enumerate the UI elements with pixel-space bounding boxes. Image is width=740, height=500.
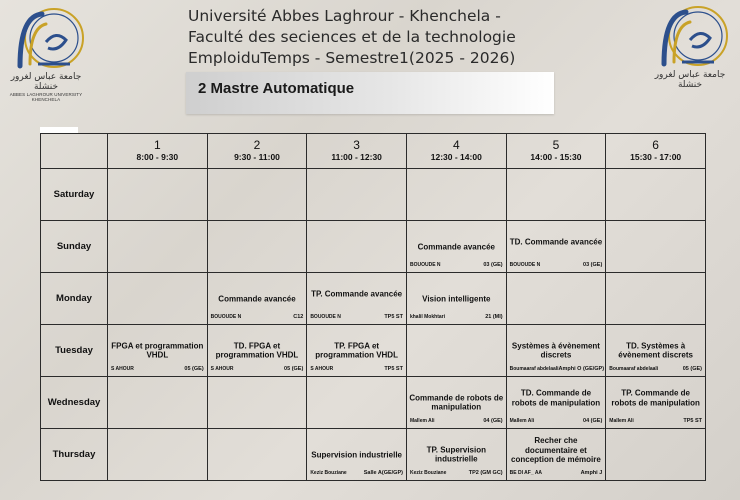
corner-cell — [41, 134, 108, 169]
session-meta — [609, 366, 702, 372]
teacher-name: Keziz Bouziane — [310, 470, 347, 476]
day-label: Sunday — [41, 221, 108, 273]
slot-time: 11:00 - 12:30 — [331, 152, 382, 162]
teacher-name: Boumaaraf abdelaali — [609, 366, 659, 372]
room-name: 05 (GE) — [284, 366, 304, 372]
session-meta — [510, 366, 603, 372]
session-meta — [609, 418, 702, 424]
empty-cell — [606, 169, 706, 221]
room-name: Salle A(GE/GP) — [363, 470, 403, 476]
university-emblem-icon — [652, 4, 728, 70]
session-cell[interactable] — [506, 377, 606, 429]
empty-cell — [606, 273, 706, 325]
empty-cell — [108, 169, 208, 221]
empty-cell — [108, 273, 208, 325]
timetable-title: EmploiduTemps - Semestre1(2025 - 2026) — [188, 49, 516, 67]
logo-arabic-text: جامعة عباس لغرور خنشلة — [10, 72, 82, 92]
teacher-name: S AHOUR — [111, 366, 134, 372]
slot-header — [606, 134, 706, 169]
teacher-name: BOUOUDE N — [310, 314, 341, 320]
course-name: Vision intelligente — [422, 293, 491, 303]
teacher-name: Mallem Ali — [409, 418, 435, 424]
day-row-wednesday — [41, 377, 706, 429]
slot-header — [406, 134, 506, 169]
course-name: Commande avancée — [218, 293, 296, 303]
university-logo-left — [8, 6, 84, 102]
session-meta — [410, 418, 503, 424]
empty-cell — [606, 429, 706, 481]
session-cell[interactable] — [406, 273, 506, 325]
teacher-name: BOUOUDE N — [509, 262, 541, 268]
session-cell[interactable] — [506, 429, 606, 481]
empty-cell — [207, 169, 307, 221]
program-title: 2 Mastre Automatique — [198, 80, 355, 97]
slot-time: 15:30 - 17:00 — [630, 152, 682, 162]
empty-cell — [506, 169, 606, 221]
session-meta — [510, 418, 603, 424]
faculty-name: Faculté des seciences et de la technologie — [188, 28, 516, 46]
session-meta — [310, 314, 403, 320]
empty-cell — [207, 221, 307, 273]
session-cell[interactable] — [406, 429, 506, 481]
session-cell[interactable] — [307, 429, 407, 481]
empty-cell — [406, 169, 506, 221]
room-name: TP2 (GM GC) — [468, 470, 503, 476]
room-name: Amphi J — [580, 470, 603, 476]
program-title-box — [186, 72, 554, 114]
course-name: TP. Supervision industrielle — [426, 445, 487, 464]
day-label: Thursday — [41, 429, 108, 481]
slot-number: 6 — [652, 138, 659, 152]
session-cell[interactable] — [307, 273, 407, 325]
empty-cell — [108, 221, 208, 273]
room-name: Amphi O (GE/GP) — [558, 366, 605, 372]
course-name: TD. FPGA et programmation VHDL — [215, 341, 299, 360]
course-name: TD. Commande de robots de manipulation — [511, 388, 601, 408]
university-name: Université Abbes Laghrour - Khenchela - — [188, 7, 501, 25]
empty-cell — [108, 377, 208, 429]
course-name: Commande de robots de manipulation — [409, 393, 504, 412]
room-name: 03 (GE) — [583, 262, 603, 268]
course-name: TP. FPGA et programmation VHDL — [315, 341, 398, 360]
session-meta — [211, 314, 304, 320]
day-row-tuesday — [41, 325, 706, 377]
session-cell[interactable] — [506, 221, 606, 273]
teacher-name: BOUOUDE N — [409, 262, 441, 268]
slot-header-row — [41, 134, 706, 169]
empty-cell — [406, 325, 506, 377]
empty-cell — [506, 273, 606, 325]
room-name: 04 (GE) — [583, 418, 603, 424]
day-label: Saturday — [41, 169, 108, 221]
session-meta — [510, 470, 603, 476]
slot-header — [307, 134, 407, 169]
logo-arabic-text: جامعة عباس لغرور خنشلة — [654, 70, 726, 90]
empty-cell — [307, 377, 407, 429]
session-meta — [310, 470, 403, 476]
course-name: TD. Commande avancée — [509, 237, 603, 247]
room-name: C12 — [293, 314, 304, 320]
slot-number: 5 — [552, 138, 560, 152]
session-meta — [211, 366, 304, 372]
teacher-name: S AHOUR — [310, 366, 334, 372]
slot-time: 14:00 - 15:30 — [530, 152, 582, 162]
session-cell[interactable] — [307, 325, 407, 377]
session-cell[interactable] — [506, 325, 606, 377]
day-row-sunday — [41, 221, 706, 273]
session-cell[interactable] — [108, 325, 208, 377]
session-meta — [410, 262, 503, 268]
slot-number: 2 — [253, 138, 261, 152]
day-label: Monday — [41, 273, 108, 325]
session-cell[interactable] — [207, 325, 307, 377]
room-name: 03 (GE) — [483, 262, 503, 268]
session-cell[interactable] — [606, 325, 706, 377]
logo-english-text: ABBES LAGHROUR UNIVERSITY KHENCHELA — [9, 92, 83, 102]
teacher-name: khalil Mokhtari — [409, 314, 445, 320]
session-cell[interactable] — [406, 377, 506, 429]
day-row-saturday — [41, 169, 706, 221]
session-cell[interactable] — [606, 377, 706, 429]
teacher-name: Keziz Bouziane — [409, 470, 447, 476]
session-cell[interactable] — [207, 273, 307, 325]
day-row-thursday — [41, 429, 706, 481]
teacher-name: BE DI AF_ AA — [509, 470, 543, 476]
slot-time: 8:00 - 9:30 — [136, 152, 179, 162]
teacher-name: Boumaaraf abdelaali — [509, 366, 559, 372]
slot-time: 9:30 - 11:00 — [234, 152, 280, 162]
teacher-name: Mallem Ali — [509, 418, 535, 424]
slot-header — [207, 134, 307, 169]
room-name: 05 (GE) — [682, 366, 702, 372]
slot-header — [108, 134, 208, 169]
slot-number: 4 — [452, 138, 460, 152]
day-label: Wednesday — [41, 377, 108, 429]
room-name: TP5 ST — [384, 366, 403, 372]
slot-number: 3 — [353, 138, 360, 152]
slot-number: 1 — [153, 138, 161, 152]
course-name: Recher che documentaire et conception de mémoire — [511, 436, 601, 465]
course-name: TD. Systèmes à évènement discrets — [618, 341, 693, 360]
course-name: TP. Commande de robots de manipulation — [611, 388, 700, 408]
session-meta — [310, 366, 403, 372]
session-meta — [410, 314, 503, 320]
empty-cell — [108, 429, 208, 481]
teacher-name: BOUOUDE N — [210, 314, 242, 320]
university-emblem-icon — [8, 6, 84, 72]
teacher-name: Mallem Ali — [609, 418, 634, 424]
slot-header — [506, 134, 606, 169]
session-meta — [510, 262, 603, 268]
room-name: 21 (MI) — [485, 314, 503, 320]
day-row-monday — [41, 273, 706, 325]
timetable-grid — [40, 133, 706, 481]
empty-cell — [207, 377, 307, 429]
course-name: TP. Commande avancée — [311, 289, 403, 299]
session-meta — [410, 470, 503, 476]
room-name: 04 (GE) — [483, 418, 503, 424]
room-name: TP5 ST — [683, 418, 702, 424]
room-name: TP5 ST — [384, 314, 403, 320]
empty-cell — [307, 169, 407, 221]
session-meta — [111, 366, 204, 372]
room-name: 05 (GE) — [184, 366, 204, 372]
slot-time: 12:30 - 14:00 — [430, 152, 482, 162]
empty-cell — [307, 221, 407, 273]
day-label: Tuesday — [41, 325, 108, 377]
empty-cell — [207, 429, 307, 481]
university-logo-right — [652, 4, 728, 88]
course-name: Commande avancée — [417, 241, 495, 251]
session-cell[interactable] — [406, 221, 506, 273]
course-name: FPGA et programmation VHDL — [111, 341, 204, 360]
teacher-name: S AHOUR — [210, 366, 234, 372]
header-titles — [188, 6, 608, 69]
empty-cell — [606, 221, 706, 273]
course-name: Supervision industrielle — [311, 449, 402, 459]
course-name: Systèmes à évènement discrets — [511, 341, 600, 360]
